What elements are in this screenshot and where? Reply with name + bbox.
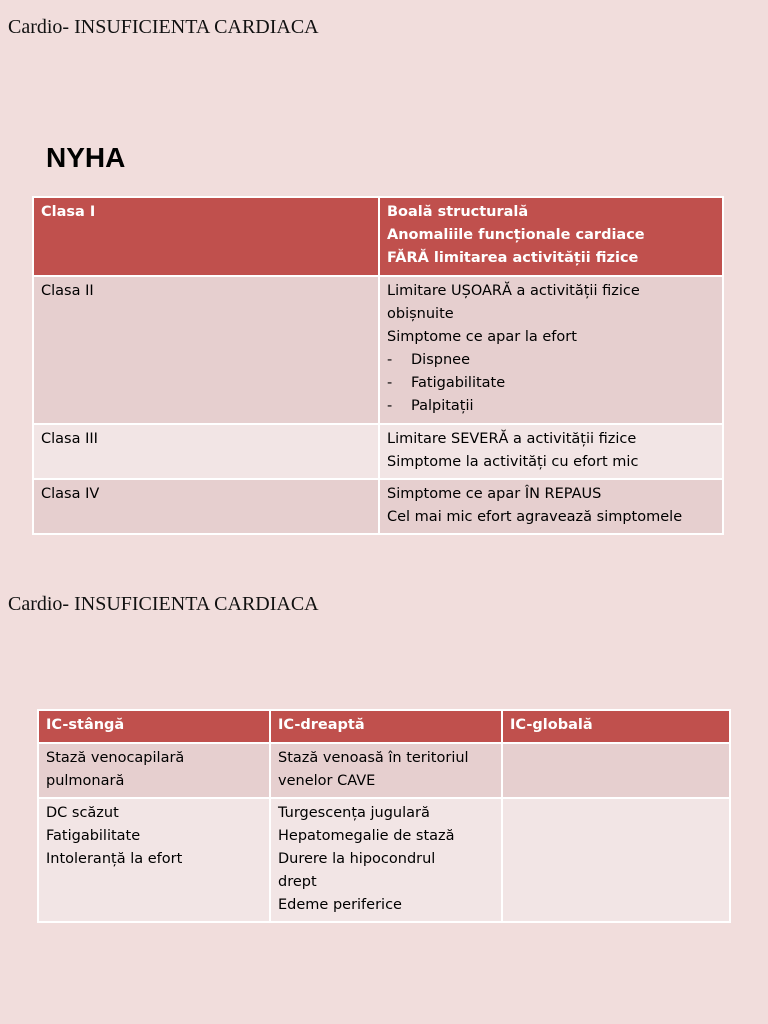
class-cell	[33, 276, 379, 424]
description-line: Limitare SEVERĂ a activității fizice	[387, 431, 637, 447]
table-cell	[38, 743, 270, 798]
symptom-text: Palpitații	[411, 398, 474, 414]
cell-line: drept	[278, 874, 317, 890]
cell-line: Durere la hipocondrul	[278, 851, 436, 867]
column-header: IC-dreaptă	[270, 710, 502, 743]
ic-table	[37, 709, 731, 923]
cell-line: Intoleranță la efort	[46, 851, 183, 867]
cell-line: pulmonară	[46, 773, 125, 789]
symptom-bullet: - Fatigabilitate	[387, 375, 506, 391]
description-cell	[379, 479, 723, 534]
table-row	[38, 798, 730, 922]
description-cell	[379, 276, 723, 424]
symptom-text: Dispnee	[411, 352, 470, 368]
table-header-row	[38, 710, 730, 743]
cell-line: Hepatomegalie de stază	[278, 828, 455, 844]
description-line: Simptome la activități cu efort mic	[387, 454, 639, 470]
column-header: IC-globală	[502, 710, 730, 743]
class-label: Clasa III	[41, 431, 98, 447]
table-cell-empty	[502, 798, 730, 922]
table-cell-empty	[502, 743, 730, 798]
symptom-text: Fatigabilitate	[411, 375, 506, 391]
description-line: obișnuite	[387, 306, 454, 322]
cell-line: Fatigabilitate	[46, 828, 141, 844]
class-cell	[33, 479, 379, 534]
cell-line: Stază venocapilară	[46, 750, 185, 766]
table-row	[33, 197, 723, 276]
slide-title-top: Cardio- INSUFICIENTA CARDIACA	[8, 16, 319, 38]
class-label: Clasa I	[41, 204, 96, 220]
symptom-bullet: - Dispnee	[387, 352, 470, 368]
class-label: Clasa II	[41, 283, 94, 299]
description-line: Cel mai mic efort agravează simptomele	[387, 509, 683, 525]
nyha-heading: NYHA	[46, 142, 126, 173]
nyha-table	[32, 196, 724, 535]
description-cell	[379, 197, 723, 276]
description-line: Limitare UȘOARĂ a activității fizice	[387, 283, 640, 299]
table-row	[38, 743, 730, 798]
column-header: IC-stângă	[38, 710, 270, 743]
description-cell	[379, 424, 723, 479]
table-row	[33, 424, 723, 479]
table-row	[33, 479, 723, 534]
description-line: Simptome ce apar ÎN REPAUS	[387, 486, 602, 502]
description-line: Boală structurală	[387, 204, 529, 220]
description-line: Anomaliile funcționale cardiace	[387, 227, 645, 243]
symptom-bullet: - Palpitații	[387, 398, 474, 414]
slide-title-bottom: Cardio- INSUFICIENTA CARDIACA	[8, 593, 319, 615]
class-cell	[33, 424, 379, 479]
cell-line: Edeme periferice	[278, 897, 402, 913]
table-cell	[270, 743, 502, 798]
description-line: FĂRĂ limitarea activității fizice	[387, 250, 639, 266]
cell-line: DC scăzut	[46, 805, 119, 821]
table-cell	[38, 798, 270, 922]
cell-line: Stază venoasă în teritoriul	[278, 750, 469, 766]
description-line: Simptome ce apar la efort	[387, 329, 577, 345]
class-cell	[33, 197, 379, 276]
table-row	[33, 276, 723, 424]
cell-line: venelor CAVE	[278, 773, 376, 789]
table-cell	[270, 798, 502, 922]
cell-line: Turgescența jugulară	[278, 805, 430, 821]
class-label: Clasa IV	[41, 486, 100, 502]
